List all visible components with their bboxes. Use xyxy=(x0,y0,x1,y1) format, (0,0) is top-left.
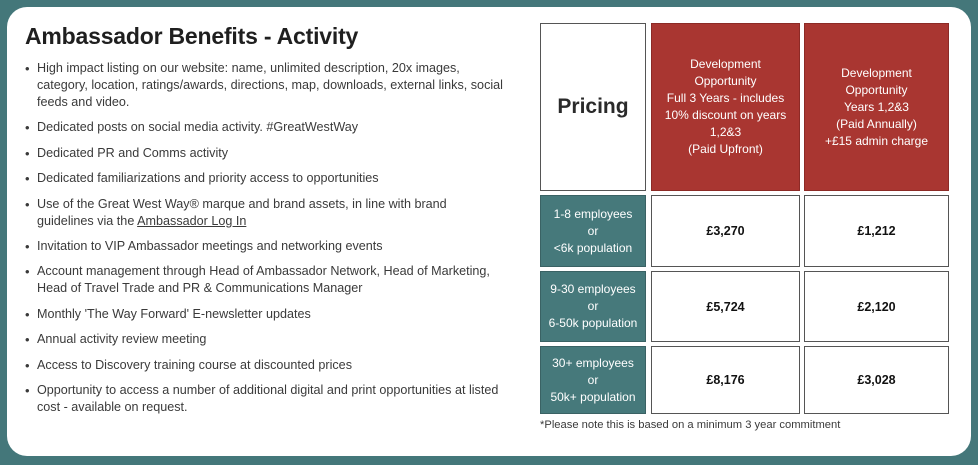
benefit-item: • High impact listing on our website: name, unlimited description, 20x images, category, location, ratings/awards, directions, map, downloads, external links, social feeds and video. xyxy=(37,60,505,111)
benefit-item: • Dedicated posts on social media activity. #GreatWestWay xyxy=(37,119,505,136)
pricing-label: Pricing xyxy=(557,95,629,118)
price-upfront-2: £5,724 xyxy=(651,271,800,342)
benefit-text: Use of the Great West Way® marque and brand assets, in line with brand guidelines via the xyxy=(37,196,447,228)
price-annual-3: £3,028 xyxy=(804,346,949,414)
tier-label-3: 30+ employees or 50k+ population xyxy=(540,346,646,414)
price-annual-1: £1,212 xyxy=(804,195,949,267)
benefits-card xyxy=(7,7,971,456)
benefit-item: • Access to Discovery training course at discounted prices xyxy=(37,357,505,374)
benefit-item: • Dedicated PR and Comms activity xyxy=(37,145,505,162)
ambassador-login-link[interactable]: Ambassador Log In xyxy=(137,213,247,228)
benefit-item: • Opportunity to access a number of additional digital and print opportunities at listed cost - available on request. xyxy=(37,382,505,416)
page-title: Ambassador Benefits - Activity xyxy=(25,23,359,49)
tier-label-2: 9-30 employees or 6-50k population xyxy=(540,271,646,342)
benefit-item: • Invitation to VIP Ambassador meetings and networking events xyxy=(37,238,505,255)
benefit-item: • Account management through Head of Ambassador Network, Head of Marketing, Head of Travel Trade and PR & Communications Manager xyxy=(37,263,505,297)
price-upfront-1: £3,270 xyxy=(651,195,800,267)
price-annual-2: £2,120 xyxy=(804,271,949,342)
benefits-section xyxy=(25,23,505,424)
benefit-item: • Annual activity review meeting xyxy=(37,331,505,348)
upfront-header: Development Opportunity Full 3 Years - includes 10% discount on years 1,2&3 (Paid Upfront) xyxy=(651,23,800,191)
pricing-header xyxy=(540,23,646,191)
price-upfront-3: £8,176 xyxy=(651,346,800,414)
benefits-list xyxy=(25,60,505,416)
tier-label-1: 1-8 employees or <6k population xyxy=(540,195,646,267)
benefit-item xyxy=(37,196,505,230)
benefit-item: • Monthly 'The Way Forward' E-newsletter updates xyxy=(37,306,505,323)
annual-header: Development Opportunity Years 1,2&3 (Paid Annually) +£15 admin charge xyxy=(804,23,949,191)
benefit-item: • Dedicated familiarizations and priority access to opportunities xyxy=(37,170,505,187)
commitment-note: *Please note this is based on a minimum 3 year commitment xyxy=(540,419,841,431)
